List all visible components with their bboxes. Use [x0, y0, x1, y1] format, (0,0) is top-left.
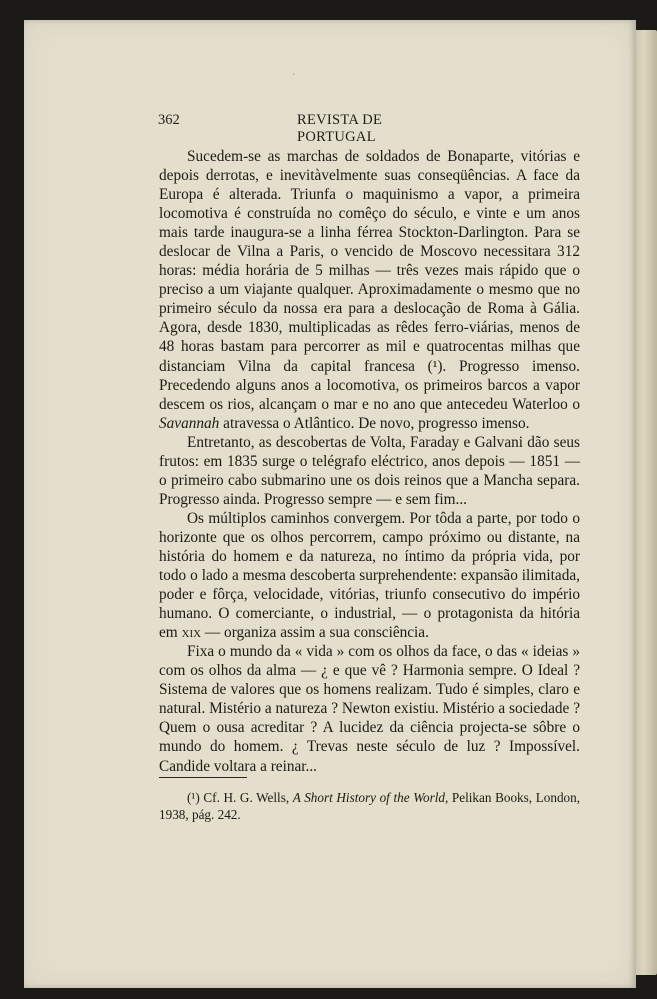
footnote-text: Cf. H. G. Wells, — [203, 790, 290, 805]
page-header — [158, 112, 448, 145]
footnote — [159, 789, 580, 823]
footnote-rule — [159, 777, 247, 778]
century-numeral: xix — [181, 624, 202, 642]
footnote-marker: (¹) — [187, 790, 200, 805]
paragraph-text: — organiza assim a sua consciência. — [201, 624, 429, 642]
book-title: A Short History of the World, — [292, 790, 449, 805]
paragraph-text: Sucedem-se as marchas de soldados de Bonaparte, vitórias e depois derrotas, e inevitàvelmente suas conseqüências. A face da Europa é alterada. Triunfa o maquinismo a vapor, a primeira locomotiva é construída no comêço do século, e vinte e um anos mais tarde inaugura-se a linha férrea Stockton-Darlington. Para se deslocar de Vilna a Paris, o vencido de Moscovo necessitara 312 horas: média horária de 5 milhas — três vezes mais rápido que o preciso a um viajante qualquer. Aproximadamente o mesmo que no primeiro século da nossa era para a deslocação de Roma à Gália. Agora, desde 1830, multiplicadas as rêdes ferro-viárias, menos de 48 horas bastam para percorrer as mil e quatrocentas milhas que distanciam Vilna da capital francesa (¹). Progresso imenso. Precedendo alguns anos a locomotiva, os primeiros barcos a vapor descem os rios, alcançam o mar e no ano que antecedeu Waterloo o — [159, 148, 580, 413]
footnote-text: Pelikan Books, London, 1938, pág. 242. — [159, 790, 581, 822]
paragraph: Fixa o mundo da « vida » com os olhos da face, o das « ideias » com os olhos da alma — ¿ e que vê ? Harmonia sempre. O Ideal ? Sistema de valores que os homens realizam. Tudo é simples, claro e natural. Mistério a natureza ? Newton existiu. Mistério a sociedade ? Quem o ousa acreditar ? A lucidez da ciência projecta-se sôbre o mundo do homem. ¿ Trevas neste século de luz ? Impossível. Candide voltara a reinar... — [159, 643, 580, 775]
paragraph — [159, 509, 580, 642]
paragraph — [159, 147, 580, 433]
adjacent-page-edge — [633, 30, 657, 975]
paragraph: Entretanto, as descobertas de Volta, Faraday e Galvani dão seus frutos: em 1835 surge o telégrafo eléctrico, anos depois — 1851 — o primeiro cabo submarino une os dois reinos que a Mancha separa. Progresso ainda. Progresso sempre — e sem fim... — [159, 433, 580, 508]
page-number: 362 — [158, 112, 180, 128]
running-title: REVISTA DE PORTUGAL — [297, 112, 383, 145]
ink-speck — [292, 72, 296, 76]
paragraph-text: atravessa o Atlântico. De novo, progresso imenso. — [219, 414, 530, 432]
body-text — [159, 147, 580, 776]
paragraph-text: Os múltiplos caminhos convergem. Por tôda a parte, por todo o horizonte que os olhos percorrem, campo próximo ou distante, na história do homem e da natureza, no íntimo da própria vida, por todo o lado a mesma descoberta surprehendente: expansão ilimitada, poder e fôrça, velocidade, vitórias, triunfo consecutivo do império humano. O comerciante, o industrial, — o protagonista da hitória em — [159, 509, 580, 642]
ship-name: Savannah — [159, 414, 220, 432]
